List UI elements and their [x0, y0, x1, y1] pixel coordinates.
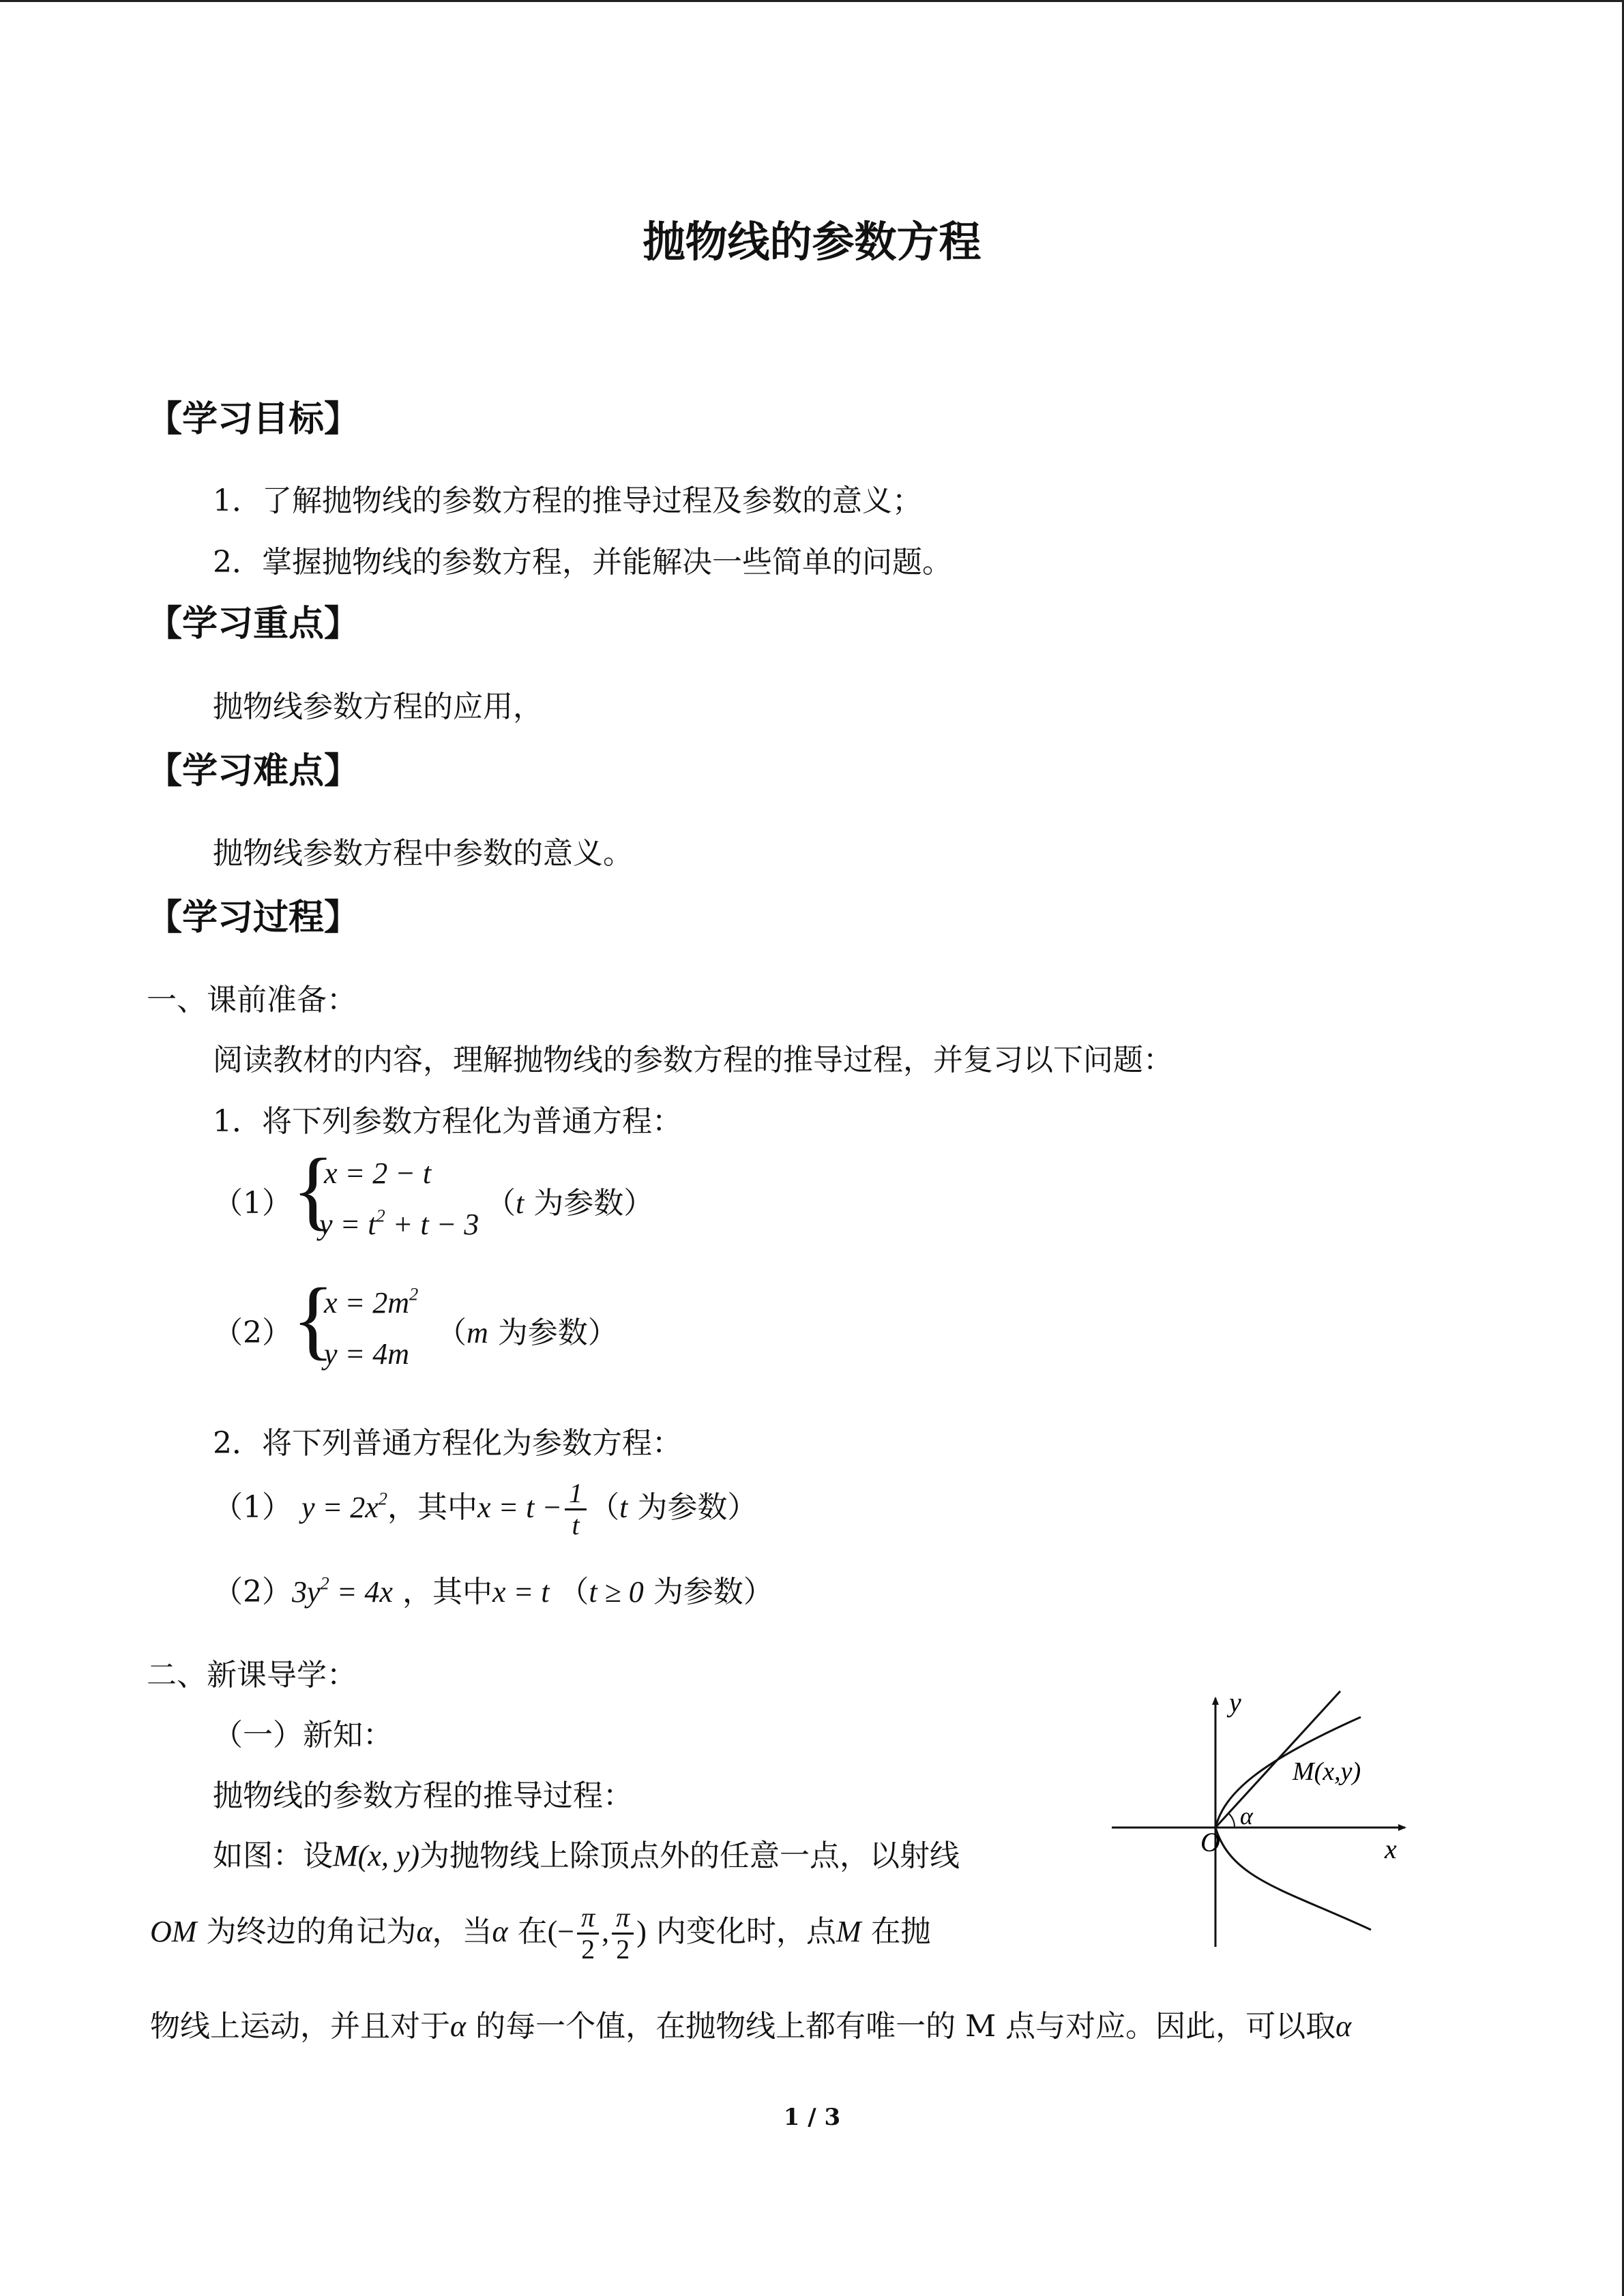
derivation-line-2: OM 为终边的角记为α，当α 在(− $\frac{\pi}{2}$ , $\frac{\pi}{2}$ ) 内变化时，点M 在抛	[150, 1902, 931, 1965]
derivation-line-3: 物线上运动，并且对于α 的每一个值，在抛物线上都有唯一的 M 点与对应。因此，可以取α	[150, 2009, 1352, 2044]
difficulties-heading: 【学习难点】	[147, 751, 360, 792]
derivation-title: 抛物线的参数方程的推导过程：	[213, 1778, 633, 1813]
page-number: 1 / 3	[783, 2104, 841, 2131]
parabola-lower-branch	[1215, 1828, 1371, 1930]
prep-intro: 阅读教材的内容，理解抛物线的参数方程的推导过程，并复习以下问题：	[213, 1043, 1173, 1077]
q1-1-param: （t 为参数）	[486, 1186, 654, 1221]
goal-item-1: 1．了解抛物线的参数方程的推导过程及参数的意义；	[213, 483, 922, 518]
q1-2-label: （2）	[213, 1315, 292, 1350]
key-points-heading: 【学习重点】	[147, 603, 360, 644]
prep-heading: 一、课前准备：	[147, 983, 357, 1017]
prep-q2-title: 2．将下列普通方程化为参数方程：	[213, 1426, 682, 1461]
new-lesson-subheading: （一）新知：	[213, 1718, 393, 1753]
page-border-top	[0, 0, 1624, 2]
y-axis-label: y	[1229, 1687, 1241, 1718]
angle-arc	[1229, 1814, 1235, 1828]
q1-2-param: （m 为参数）	[437, 1315, 618, 1350]
point-m-label: M(x,y)	[1293, 1757, 1361, 1786]
prep-q1-title: 1．将下列参数方程化为普通方程：	[213, 1104, 682, 1139]
origin-label: O	[1200, 1827, 1220, 1858]
q1-2-brace: {	[292, 1270, 335, 1369]
q2-2: $(2)3y^2 = 4x$ ，其中x = t （t ≥ 0 为参数）	[213, 1572, 773, 1609]
key-points-text: 抛物线参数方程的应用，	[213, 689, 543, 724]
q1-1-brace: {	[292, 1141, 335, 1239]
parabola-figure	[1105, 1684, 1426, 1950]
q2-1: （1） $y = 2x^2$，其中x = t − $\frac{1}{t}$ （t 为参数）	[213, 1478, 758, 1540]
q1-1-label: （1）	[213, 1186, 292, 1221]
q1-1-eq2: $y = t^2 + t - 3$	[319, 1205, 479, 1241]
difficulties-text: 抛物线参数方程中参数的意义。	[213, 836, 633, 871]
new-lesson-heading: 二、新课导学：	[147, 1658, 357, 1693]
angle-label: α	[1240, 1802, 1253, 1830]
goals-heading: 【学习目标】	[147, 399, 360, 440]
page-title: 抛物线的参数方程	[643, 217, 981, 267]
q1-2-eq2: y = 4m	[324, 1337, 409, 1371]
goal-item-2: 2．掌握抛物线的参数方程，并能解决一些简单的问题。	[213, 545, 952, 580]
process-heading: 【学习过程】	[147, 897, 360, 938]
q1-1-eq1: x = 2 − t	[324, 1157, 432, 1190]
x-axis-label: x	[1385, 1834, 1397, 1864]
derivation-line-1: 如图：设M(x, y)为抛物线上除顶点外的任意一点，以射线	[213, 1838, 960, 1873]
q1-2-eq1: $x = 2m^2$	[324, 1283, 419, 1320]
